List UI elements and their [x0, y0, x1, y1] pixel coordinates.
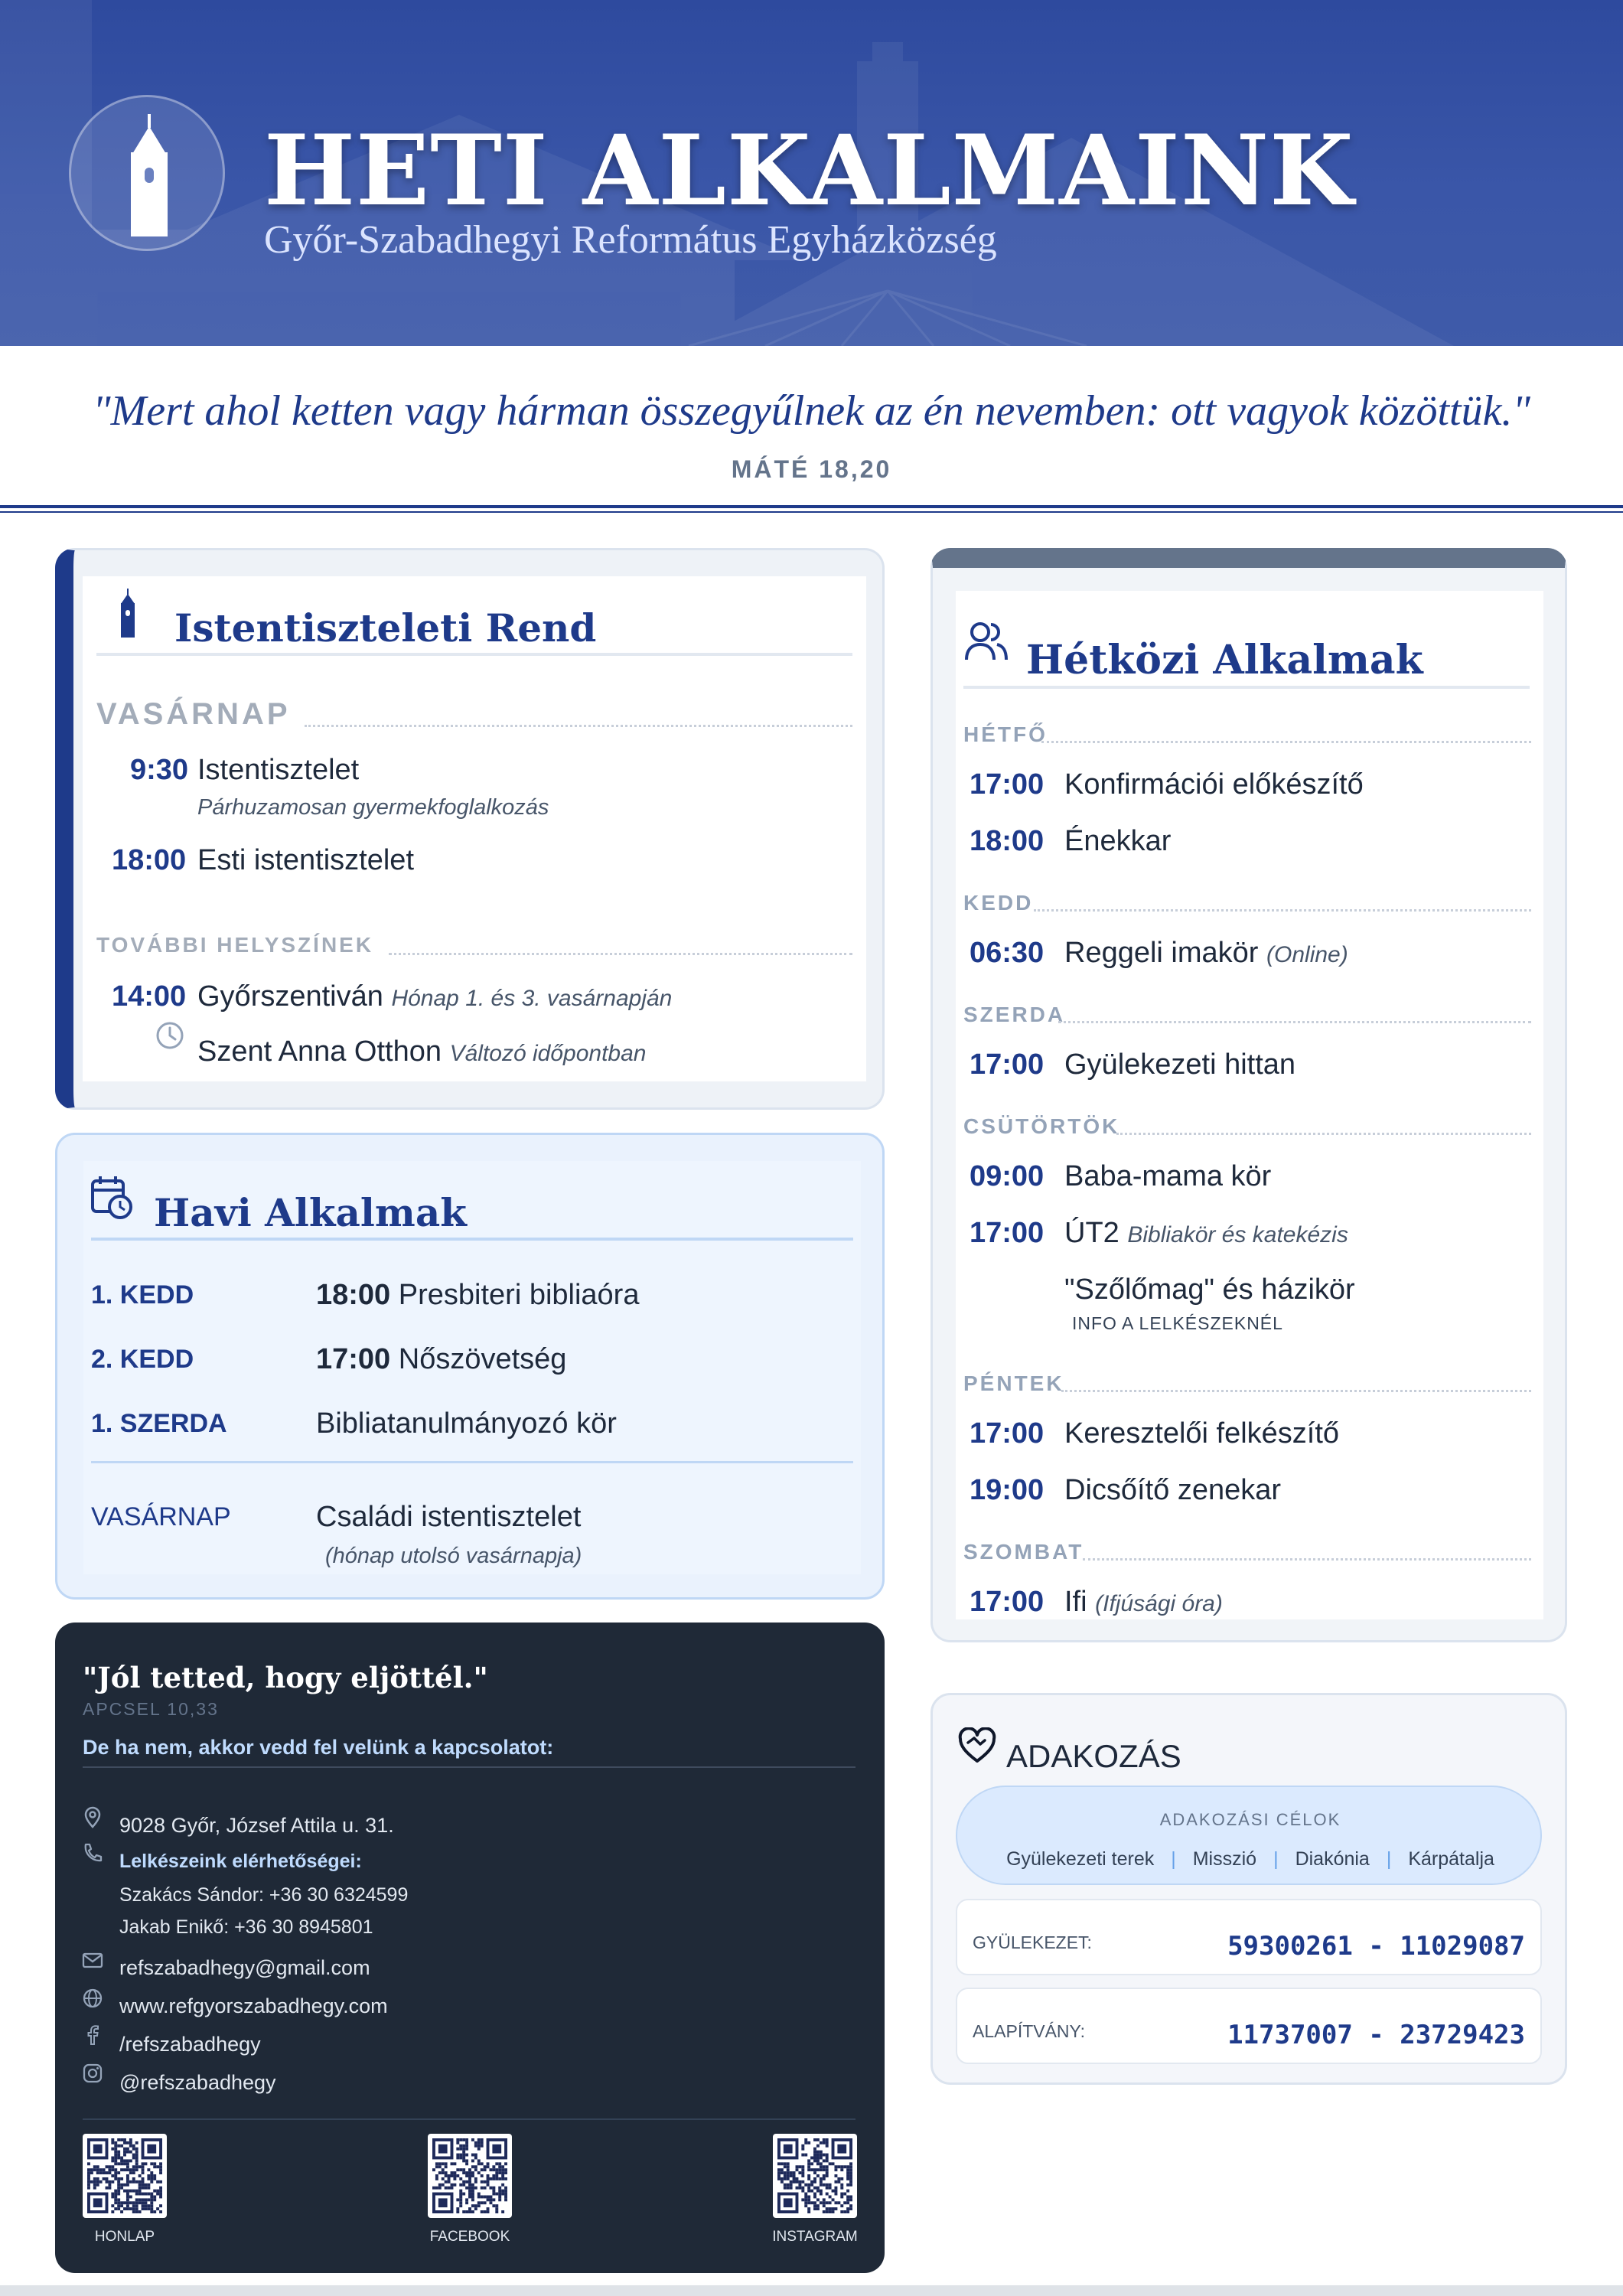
- event-time: 14:00: [112, 980, 187, 1013]
- calendar-clock-icon: [90, 1175, 135, 1221]
- dotted-divider: [305, 725, 852, 727]
- event-name: Nőszövetség: [398, 1343, 567, 1375]
- bank-account-foundation: [956, 1988, 1542, 2064]
- pastor-phone[interactable]: Szakács Sándor: +36 30 6324599: [119, 1884, 409, 1906]
- heart-handshake-icon: [957, 1727, 997, 1764]
- church-logo: [69, 95, 225, 251]
- mail-icon: [81, 1949, 104, 1971]
- event-name: Dicsőítő zenekar: [1064, 1474, 1282, 1506]
- event-name: [1064, 1217, 1348, 1250]
- event-time: 17:00: [970, 1586, 1045, 1618]
- event-note: Változó időpontban: [449, 1041, 647, 1066]
- facebook-link[interactable]: /refszabadhegy: [119, 2033, 261, 2056]
- monthly-events-card: [55, 1133, 885, 1600]
- event-note: Párhuzamosan gyermekfoglalkozás: [197, 795, 549, 820]
- location-name: Szent Anna Otthon: [197, 1035, 442, 1068]
- church-tower-icon: [118, 589, 138, 638]
- contact-card: [55, 1623, 885, 2273]
- worship-schedule-card: [55, 548, 885, 1110]
- contact-quote: "Jól tetted, hogy eljöttél.": [83, 1661, 488, 1694]
- page-subtitle: Győr-Szabadhegyi Református Egyházközség: [264, 218, 997, 262]
- map-pin-icon: [81, 1806, 104, 1829]
- event-title: Ifi: [1064, 1586, 1087, 1618]
- donation-goals-heading: ADAKOZÁSI CÉLOK: [1159, 1810, 1341, 1829]
- event-name: Presbiteri bibliaóra: [398, 1279, 640, 1311]
- monthly-event: [316, 1407, 617, 1440]
- facebook-icon: [81, 2024, 104, 2047]
- dotted-divider: [1116, 1133, 1531, 1135]
- church-tower-icon: [119, 114, 180, 236]
- instagram-icon: [81, 2062, 104, 2085]
- account-number[interactable]: 59300261 - 11029087: [1227, 1931, 1525, 1962]
- contact-call-to-action: De ha nem, akkor vedd fel velünk a kapcsolatot:: [83, 1736, 554, 1759]
- event-name: [1064, 937, 1348, 970]
- contact-quote-reference: APCSEL 10,33: [83, 1699, 219, 1719]
- month-day-label: 1. KEDD: [91, 1280, 194, 1309]
- donation-title: ADAKOZÁS: [1006, 1738, 1181, 1774]
- donation-card: [930, 1693, 1567, 2085]
- globe-icon: [81, 1987, 104, 2010]
- donation-goals: [956, 1786, 1542, 1885]
- event-name: [197, 1035, 646, 1068]
- event-note: (Ifjúsági óra): [1095, 1591, 1223, 1616]
- dotted-divider: [1058, 1021, 1531, 1023]
- monthly-event: [316, 1343, 566, 1376]
- phone-icon: [81, 1841, 104, 1864]
- dotted-divider: [1061, 1390, 1531, 1392]
- event-name: Esti istentisztelet: [197, 844, 414, 876]
- event-time: 17:00: [970, 1417, 1045, 1450]
- event-title: ÚT2: [1064, 1217, 1119, 1249]
- title-underline: [91, 1238, 853, 1241]
- month-day-label: VASÁRNAP: [91, 1502, 231, 1531]
- event-name: [197, 980, 672, 1013]
- divider: [0, 511, 1623, 513]
- dotted-divider: [1041, 741, 1531, 743]
- dotted-divider: [389, 953, 852, 955]
- donation-goal: Gyülekezeti terek: [1006, 1848, 1155, 1870]
- divider: [0, 505, 1623, 508]
- day-label-saturday: SZOMBAT: [963, 1540, 1084, 1564]
- event-note: Bibliakör és katekézis: [1127, 1222, 1348, 1247]
- event-time: 17:00: [970, 768, 1045, 801]
- monthly-events-title: Havi Alkalmak: [154, 1190, 467, 1235]
- users-icon: [963, 620, 1009, 663]
- event-name: Bibliatanulmányozó kör: [316, 1407, 617, 1440]
- worship-schedule-title: Istentiszteleti Rend: [174, 605, 597, 651]
- event-name: Konfirmációi előkészítő: [1064, 768, 1364, 801]
- separator: |: [1171, 1848, 1176, 1870]
- event-name: Gyülekezeti hittan: [1064, 1049, 1296, 1081]
- event-time: 09:00: [970, 1160, 1045, 1192]
- event-note: (Online): [1266, 942, 1348, 967]
- separator: |: [1273, 1848, 1279, 1870]
- monthly-events-content: [83, 1161, 861, 1574]
- divider: [91, 1461, 853, 1463]
- qr-code-website[interactable]: [83, 2134, 167, 2218]
- event-time: 9:30: [130, 754, 189, 786]
- separator: |: [1386, 1848, 1392, 1870]
- donation-goal: Diakónia: [1295, 1848, 1370, 1870]
- day-label-monday: HÉTFŐ: [963, 722, 1048, 746]
- event-name: "Szőlőmag" és házikör: [1064, 1274, 1355, 1306]
- pastors-label: Lelkészeink elérhetőségei:: [119, 1851, 362, 1872]
- clock-icon: [155, 1020, 185, 1051]
- event-name: Istentisztelet: [197, 754, 360, 786]
- page-title: HETI ALKALMAINK: [264, 114, 1354, 227]
- weekday-events-title: Hétközi Alkalmak: [1026, 637, 1423, 683]
- donation-goal: Kárpátalja: [1408, 1848, 1494, 1870]
- event-title: Reggeli imakör: [1064, 937, 1259, 969]
- dotted-divider: [1034, 909, 1531, 912]
- event-time: 17:00: [316, 1343, 391, 1375]
- event-time: 18:00: [970, 825, 1045, 857]
- bank-account-congregation: [956, 1899, 1542, 1975]
- email-link[interactable]: refszabadhegy@gmail.com: [119, 1956, 370, 1979]
- monthly-event: [316, 1279, 639, 1312]
- donation-goal: Misszió: [1192, 1848, 1257, 1870]
- event-name: [1064, 1586, 1223, 1619]
- qr-label: INSTAGRAM: [772, 2229, 858, 2245]
- account-number[interactable]: 11737007 - 23729423: [1227, 2020, 1525, 2050]
- event-time: 06:30: [970, 937, 1045, 969]
- donation-goals-list: [957, 1848, 1543, 1870]
- header-banner: [0, 0, 1623, 346]
- weekday-events-content: [956, 591, 1543, 1619]
- event-time: 19:00: [970, 1474, 1045, 1506]
- day-label-wednesday: SZERDA: [963, 1003, 1066, 1026]
- event-subnote: INFO A LELKÉSZEKNÉL: [1072, 1313, 1283, 1333]
- day-label-friday: PÉNTEK: [963, 1371, 1064, 1395]
- day-label-sunday: VASÁRNAP: [96, 697, 291, 731]
- title-underline: [96, 653, 852, 656]
- month-day-label: 2. KEDD: [91, 1345, 194, 1374]
- pastor-phone[interactable]: Jakab Enikő: +36 30 8945801: [119, 1916, 373, 1938]
- bible-quote: "Mert ahol ketten vagy hárman összegyűlnek az én nevemben: ott vagyok közöttük.": [93, 387, 1530, 435]
- divider: [83, 2118, 855, 2120]
- address: 9028 Győr, József Attila u. 31.: [119, 1814, 394, 1837]
- other-locations-heading: TOVÁBBI HELYSZÍNEK: [96, 933, 374, 957]
- instagram-link[interactable]: @refszabadhegy: [119, 2071, 276, 2094]
- event-time: 17:00: [970, 1049, 1045, 1081]
- qr-code-instagram[interactable]: [773, 2134, 857, 2218]
- weekday-events-card: [930, 548, 1567, 1642]
- website-link[interactable]: www.refgyorszabadhegy.com: [119, 1994, 388, 2017]
- event-name: Baba-mama kör: [1064, 1160, 1272, 1192]
- bible-quote-reference: MÁTÉ 18,20: [731, 455, 892, 483]
- dotted-divider: [1083, 1558, 1531, 1561]
- event-time: 18:00: [112, 844, 187, 876]
- event-time: 17:00: [970, 1217, 1045, 1249]
- month-day-label: 1. SZERDA: [91, 1409, 227, 1438]
- account-label: GYÜLEKEZET:: [973, 1932, 1092, 1952]
- event-note: Hónap 1. és 3. vasárnapján: [391, 986, 673, 1011]
- qr-label: HONLAP: [94, 2229, 155, 2245]
- day-label-tuesday: KEDD: [963, 891, 1034, 915]
- event-time: 18:00: [316, 1279, 391, 1311]
- location-name: Győrszentiván: [197, 980, 383, 1013]
- event-note: (hónap utolsó vasárnapja): [325, 1544, 582, 1568]
- event-name: Keresztelői felkészítő: [1064, 1417, 1340, 1450]
- page-bottom-edge: [0, 2285, 1623, 2296]
- account-label: ALAPÍTVÁNY:: [973, 2021, 1086, 2041]
- day-label-thursday: CSÜTÖRTÖK: [963, 1114, 1120, 1138]
- title-underline: [963, 686, 1530, 689]
- event-name: Családi istentisztelet: [316, 1501, 582, 1533]
- qr-label: FACEBOOK: [429, 2229, 510, 2245]
- event-name: Énekkar: [1064, 825, 1172, 857]
- divider: [83, 1766, 855, 1768]
- qr-code-facebook[interactable]: [428, 2134, 512, 2218]
- worship-schedule-content: [83, 576, 866, 1081]
